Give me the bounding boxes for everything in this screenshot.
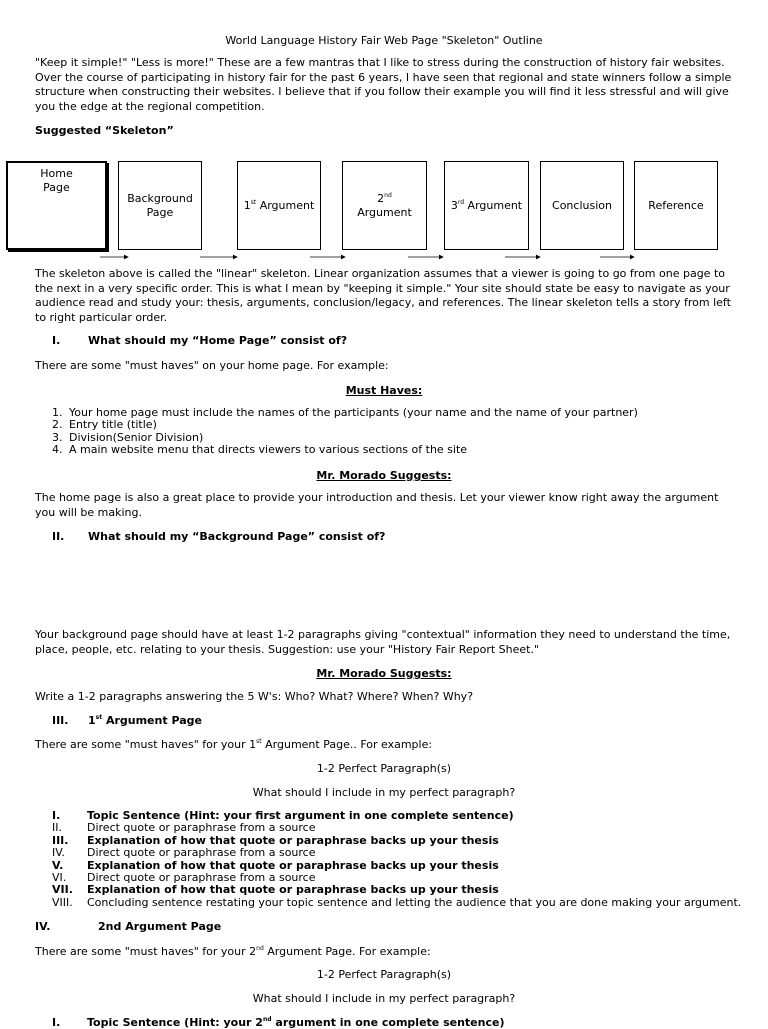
section1-num: I. <box>52 334 61 347</box>
skeleton-box-conclusion-label: Conclusion <box>552 198 612 212</box>
section3-num: III. <box>52 714 69 727</box>
skeleton-box-reference-label: Reference <box>648 198 704 212</box>
document-title: World Language History Fair Web Page "Skeleton" Outline <box>225 34 543 47</box>
section2-suggests-heading: Mr. Morado Suggests: <box>316 667 452 680</box>
skeleton-box-background-label: Background Page <box>127 191 193 219</box>
section2-title: What should my “Background Page” consist of? <box>88 530 386 543</box>
skeleton-box-arg3-label: 3rd Argument <box>450 198 523 212</box>
skeleton-arrows <box>0 0 768 270</box>
skeleton-box-arg2-label: 2nd Argument <box>357 191 412 219</box>
section4-num: IV. <box>35 920 51 933</box>
section3-question: What should I include in my perfect paragraph? <box>252 786 516 799</box>
skeleton-box-home-label: Home Page <box>40 167 73 194</box>
section4-question: What should I include in my perfect paragraph? <box>252 992 516 1005</box>
skeleton-heading: Suggested “Skeleton” <box>35 124 174 137</box>
section1-intro: There are some "must haves" on your home page. For example: <box>35 359 389 372</box>
section3-intro: There are some "must haves" for your 1st Argument Page.. For example: <box>35 738 433 751</box>
section2-num: II. <box>52 530 65 543</box>
intro-paragraph: "Keep it simple!" "Less is more!" These are a few mantras that I like to stress during the construction of history fair websites. Over the course of participating in history fair for the past 6 years, I have seen that regional and state winners follow a simple structure when constructing their websites. I believe that if you follow their example you will find it less stressful and will give you the edge at the regional competition. <box>35 56 732 113</box>
section2-suggests-text: Write a 1-2 paragraphs answering the 5 W's: Who? What? Where? When? Why? <box>35 690 474 703</box>
section4-list-item-1: I. Topic Sentence (Hint: your 2nd argument in one complete sentence) <box>52 1016 505 1029</box>
section4-perfect-paragraph: 1-2 Perfect Paragraph(s) <box>316 968 452 981</box>
section1-suggests-heading: Mr. Morado Suggests: <box>316 469 452 482</box>
section4-title: 2nd Argument Page <box>98 920 222 933</box>
section1-title: What should my “Home Page” consist of? <box>88 334 348 347</box>
section4-intro: There are some "must haves" for your 2nd Argument Page. For example: <box>35 945 431 958</box>
linear-skeleton-paragraph: The skeleton above is called the "linear" skeleton. Linear organization assumes that a viewer is going to go from one page to the next in a very specific order. This is what I mean by "keeping it simple." Your site should state be easy to navigate as your audience read and study your: thesis, arguments, conclusion/legacy, and references. The linear skeleton tells a story from left to right particular order. <box>35 267 731 324</box>
section1-suggests-text: The home page is also a great place to provide your introduction and thesis. Let your viewer know right away the argument you will be making. <box>35 491 719 519</box>
section3-perfect-paragraph: 1-2 Perfect Paragraph(s) <box>316 762 452 775</box>
section3-title: 1st Argument Page <box>88 714 202 727</box>
skeleton-box-arg1-label: 1st Argument <box>243 198 315 212</box>
section2-body: Your background page should have at least 1-2 paragraphs giving "contextual" information they need to understand the time, place, people, etc. relating to your thesis. Suggestion: use your "History Fair Report Sheet." <box>35 628 731 656</box>
must-haves-heading: Must Haves: <box>345 384 423 397</box>
